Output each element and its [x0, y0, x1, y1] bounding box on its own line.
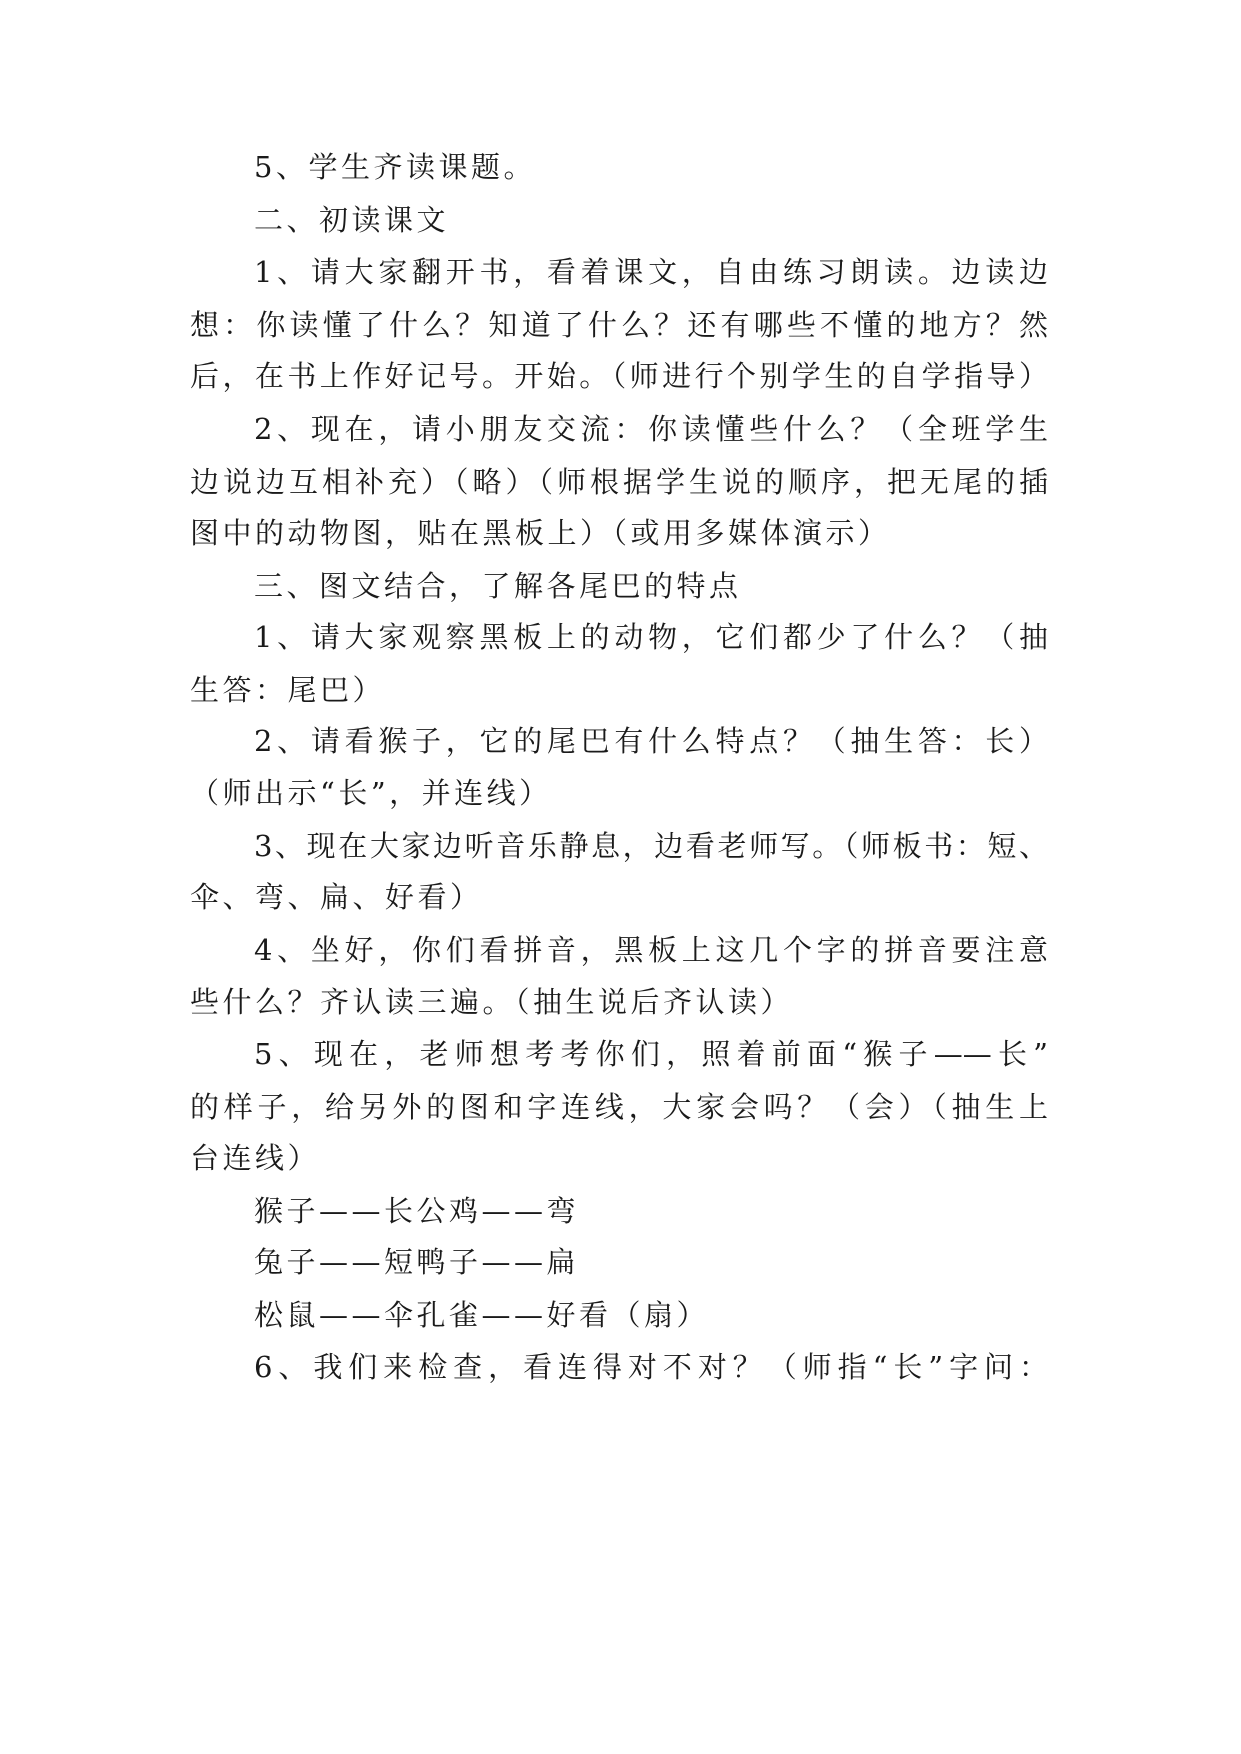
paragraph-line: 4、坐好，你们看拼音，黑板上这几个字的拼音要注意 [254, 933, 1048, 967]
paragraph-line: 些什么？齐认读三遍。（抽生说后齐认读） [190, 985, 794, 1019]
paragraph-line: 3、现在大家边听音乐静息，边看老师写。（师板书：短、 [254, 829, 1048, 863]
paragraph-line: （师出示“长”，并连线） [190, 776, 552, 810]
paragraph-line: 台连线） [190, 1141, 321, 1175]
paragraph-line: 的样子，给另外的图和字连线，大家会吗？（会）（抽生上 [190, 1090, 1048, 1124]
paragraph-line: 2、现在，请小朋友交流：你读懂些什么？（全班学生 [254, 412, 1048, 446]
paragraph-line: 1、请大家翻开书，看着课文，自由练习朗读。边读边 [254, 255, 1048, 289]
section-heading: 三、图文结合，了解各尾巴的特点 [254, 569, 742, 603]
pairing-line: 兔子——短鸭子——扁 [254, 1245, 580, 1279]
paragraph-line: 6、我们来检查，看连得对不对？（师指“长”字问： [254, 1350, 1048, 1384]
paragraph-line: 图中的动物图，贴在黑板上）（或用多媒体演示） [190, 516, 891, 550]
paragraph-line: 后，在书上作好记号。开始。（师进行个别学生的自学指导） [190, 359, 1048, 393]
paragraph-line: 5、学生齐读课题。 [254, 150, 536, 184]
paragraph-line: 5、现在，老师想考考你们，照着前面“猴子——长” [254, 1037, 1048, 1071]
paragraph-line: 想：你读懂了什么？知道了什么？还有哪些不懂的地方？然 [190, 308, 1048, 342]
section-heading: 二、初读课文 [254, 203, 450, 237]
pairing-line: 松鼠——伞孔雀——好看（扇） [254, 1298, 710, 1332]
paragraph-line: 1、请大家观察黑板上的动物，它们都少了什么？（抽 [254, 620, 1048, 654]
paragraph-line: 生答：尾巴） [190, 673, 386, 707]
paragraph-line: 2、请看猴子，它的尾巴有什么特点？（抽生答：长） [254, 724, 1048, 758]
pairing-line: 猴子——长公鸡——弯 [254, 1194, 580, 1228]
paragraph-line: 边说边互相补充）（略）（师根据学生说的顺序，把无尾的插 [190, 465, 1048, 499]
paragraph-line: 伞、弯、扁、好看） [190, 880, 483, 914]
